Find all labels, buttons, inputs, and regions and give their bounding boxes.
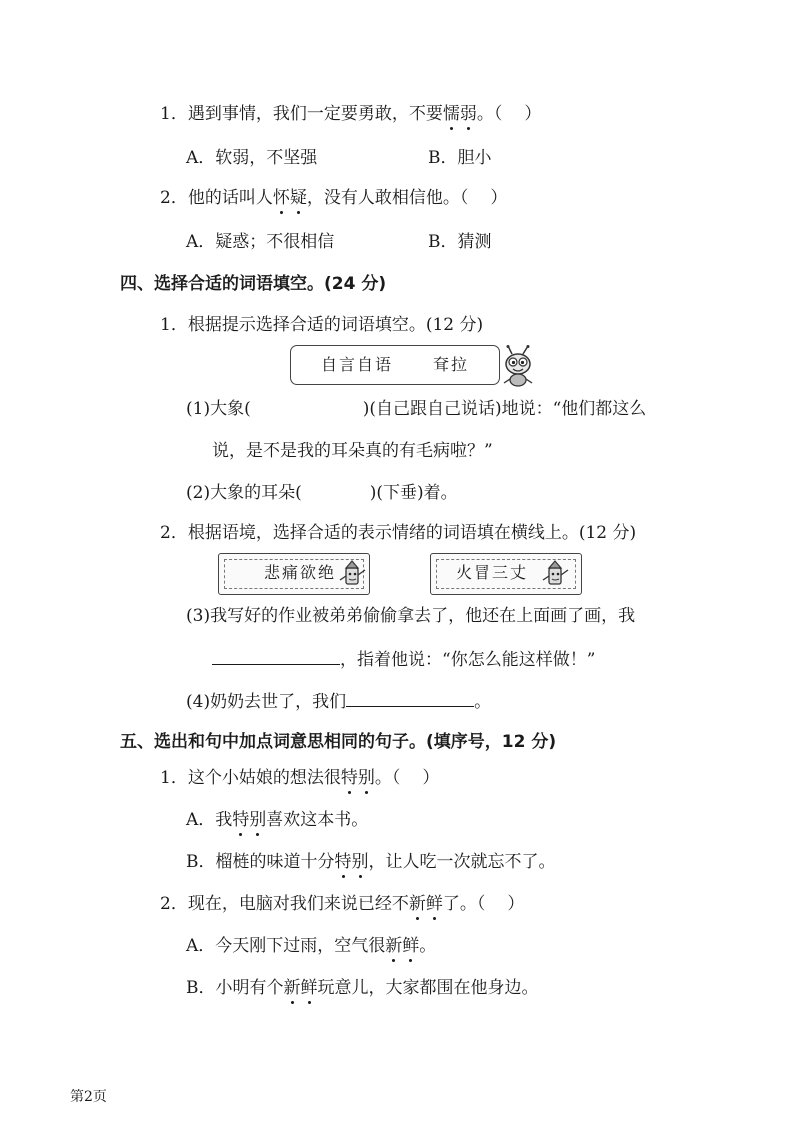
dotted-char: 鲜	[425, 894, 443, 914]
dotted-char: 新	[385, 936, 403, 956]
pencil-mascot-icon	[338, 560, 368, 590]
q-meaning-2-option-a: A．疑惑；不很相信	[186, 232, 335, 252]
q-meaning-1-option-b: B．胆小	[428, 148, 492, 168]
section-4-q2-sentence-3: (3)我写好的作业被弟弟偷偷拿去了，他还在上面画了画，我	[186, 606, 636, 626]
section-4-title: 四、选择合适的词语填空。(24 分)	[120, 274, 387, 294]
answer-blank[interactable]	[212, 646, 340, 665]
section-5-q1: 1．这个小姑娘的想法很特别。（ ）	[160, 768, 440, 788]
dotted-char: 疑	[289, 188, 307, 208]
word-option: 自言自语	[321, 355, 394, 374]
dotted-char: 弱	[459, 104, 477, 124]
section-4-q2-sentence-3-cont: ，指着他说：“你怎么能这样做！”	[212, 646, 595, 672]
dotted-char: 怀	[272, 188, 290, 208]
pencil-mascot-icon	[541, 560, 571, 590]
section-4-q1-sentence-1: (1)大象( )(自己跟自己说话)地说：“他们都这么	[186, 399, 647, 419]
dotted-char: 新	[408, 894, 426, 914]
dotted-char: 特	[232, 810, 250, 830]
section-4-q1-sentence-1-cont: 说，是不是我的耳朵真的有毛病啦？”	[212, 441, 493, 461]
dotted-char: 懦	[442, 104, 460, 124]
word-option: 火冒三丈	[456, 563, 529, 582]
section-4-q1-label: 1．根据提示选择合适的词语填空。(12 分)	[160, 315, 484, 335]
dotted-char: 别	[357, 768, 375, 788]
section-5-q1-option-a: A．我特别喜欢这本书。	[186, 810, 369, 830]
word-box-q1	[290, 345, 500, 385]
dotted-char: 别	[249, 810, 267, 830]
dotted-char: 特	[340, 768, 358, 788]
dotted-char: 特	[334, 852, 352, 872]
section-4-q1-sentence-2: (2)大象的耳朵( )(下垂)着。	[186, 483, 458, 503]
word-option: 耷拉	[433, 355, 470, 374]
section-5-q2: 2．现在，电脑对我们来说已经不新鲜了。（ ）	[160, 894, 525, 914]
section-4-q2-label: 2．根据语境，选择合适的表示情绪的词语填在横线上。(12 分)	[160, 523, 637, 543]
cartoon-bug-icon	[500, 345, 536, 387]
dotted-char: 新	[283, 978, 301, 998]
dotted-char: 鲜	[402, 936, 420, 956]
page-number: 第2页	[70, 1089, 107, 1105]
section-5-q2-option-b: B．小明有个新鲜玩意儿，大家都围在他身边。	[186, 978, 539, 998]
dotted-char: 别	[351, 852, 369, 872]
section-4-q2-sentence-4: (4)奶奶去世了，我们 。	[186, 688, 491, 714]
dotted-char: 鲜	[300, 978, 318, 998]
section-5-q2-option-a: A．今天刚下过雨，空气很新鲜。	[186, 936, 437, 956]
q-meaning-2-option-b: B．猜测	[428, 232, 492, 252]
word-option: 悲痛欲绝	[264, 563, 337, 582]
q-meaning-1-option-a: A．软弱，不坚强	[186, 148, 318, 168]
answer-blank[interactable]	[346, 688, 474, 707]
q-meaning-1: 1．遇到事情，我们一定要勇敢，不要懦弱。（ ）	[160, 104, 542, 124]
q-meaning-2: 2．他的话叫人怀疑，没有人敢相信他。（ ）	[160, 188, 508, 208]
section-5-title: 五、选出和句中加点词意思相同的句子。(填序号，12 分)	[120, 732, 557, 752]
section-5-q1-option-b: B．榴梿的味道十分特别，让人吃一次就忘不了。	[186, 852, 556, 872]
